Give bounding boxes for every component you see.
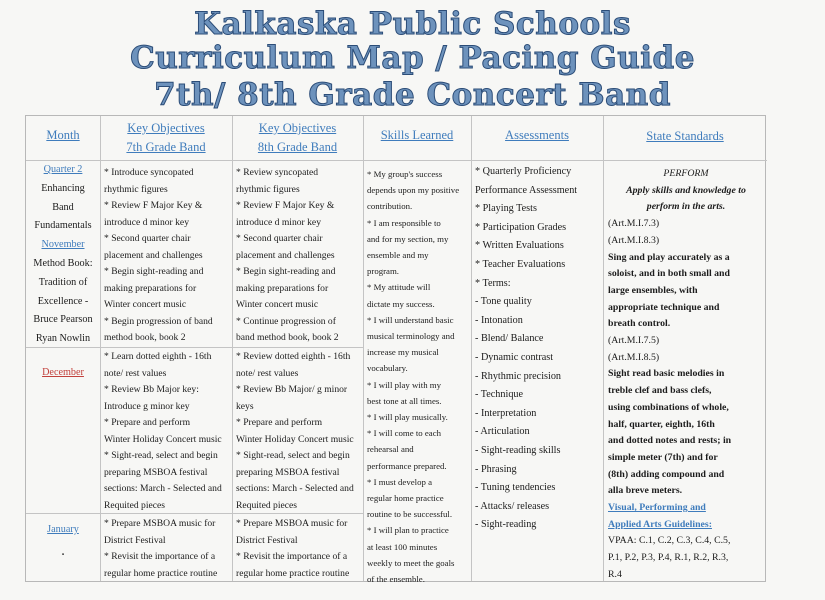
assessment-line: * Participation Grades (475, 221, 567, 233)
assessment-line: - Blend/ Balance (475, 333, 544, 345)
skill-line: * I must develop a (367, 476, 432, 487)
objective-line: * Prepare and perform (104, 417, 191, 428)
skill-line: dictate my success. (367, 298, 435, 309)
assessment-line: - Rhythmic precision (475, 370, 562, 382)
objective-line: Winter concert music (104, 299, 187, 310)
grade8-december-objectives (236, 349, 354, 514)
sight-read-text: and dotted notes and rests; in (608, 435, 732, 447)
quarter-label: Quarter 2 (43, 164, 83, 175)
assessment-line: * Written Evaluations (475, 240, 564, 252)
skill-line: ensemble and my (367, 250, 429, 261)
month-quarter-2 (26, 161, 100, 349)
header-key7-line2: 7th Grade Band (126, 140, 206, 154)
method-book-author: Bruce Pearson (33, 314, 93, 326)
objective-line: * Begin progression of band (104, 315, 213, 327)
skill-line: vocabulary. (367, 363, 408, 374)
vpaa-codes: VPAA: C.1, C.2, C.3, C.4, C.5, (608, 535, 731, 547)
sight-read-text: Sight read basic melodies in (608, 368, 725, 380)
sing-play-text: appropriate technique and (608, 301, 720, 313)
month-january (26, 521, 100, 563)
curriculum-table (25, 115, 766, 585)
assessment-line: - Articulation (475, 426, 530, 438)
skill-line: weekly to meet the goals (367, 557, 455, 568)
objective-line: introduce d minor key (236, 216, 321, 228)
assessment-line: * Playing Tests (475, 203, 537, 215)
assessment-line: * Terms: (475, 277, 511, 289)
header-state-standards: State Standards (646, 129, 724, 143)
objective-line: regular home practice routine (236, 567, 350, 579)
skill-line: regular home practice (367, 493, 444, 504)
grade7-november-objectives (104, 165, 213, 347)
objective-line: * Revisit the importance of a (236, 551, 348, 562)
vpaa-codes: R.4 (608, 568, 622, 580)
skill-line: rehearsal and (367, 444, 414, 455)
objective-line: note/ rest values (104, 367, 167, 379)
objective-line: District Festival (104, 534, 166, 546)
apply-skills-text: Apply skills and knowledge to (626, 184, 746, 196)
skill-line: * I will play with my (367, 379, 442, 390)
objective-line: introduce d minor key (104, 216, 189, 228)
objective-line: sections: March - Selected and (236, 483, 354, 494)
objective-line: * Second quarter chair (236, 233, 323, 244)
header-row-divider (26, 160, 767, 161)
vpaa-guidelines-heading: Applied Arts Guidelines: (608, 518, 712, 530)
objective-line: * Introduce syncopated (104, 167, 194, 178)
vpaa-guidelines-heading: Visual, Performing and (608, 502, 706, 514)
objective-line: Requited pieces (104, 499, 166, 511)
assessment-line: - Attacks/ releases (475, 500, 550, 512)
objective-line: regular home practice routine (104, 567, 218, 579)
skill-line: musical terminology and (367, 331, 455, 342)
skill-line: of the ensemble. (367, 574, 425, 585)
objective-line: * Sight-read, select and begin (236, 450, 350, 461)
assessment-line: Performance Assessment (475, 184, 578, 196)
objective-line: note/ rest values (236, 367, 299, 379)
objective-line: * Begin sight-reading and (104, 266, 204, 277)
assessment-line: * Quarterly Proficiency (475, 166, 572, 177)
objective-line: preparing MSBOA festival (236, 466, 340, 478)
sight-read-text: using combinations of whole, (608, 401, 729, 413)
january-dot: . (61, 546, 65, 558)
sing-play-text: Sing and play accurately as a (608, 251, 730, 263)
column-divider (603, 116, 604, 581)
objective-line: * Review Bb Major/ g minor (236, 384, 348, 395)
sight-read-text: (8th) adding compound and (608, 468, 725, 480)
objective-line: rhythmic figures (104, 183, 168, 195)
grade7-december-objectives (104, 349, 222, 514)
skill-line: routine to be successful. (367, 509, 453, 520)
assessment-line: - Tone quality (475, 296, 532, 308)
header-key8-line2: 8th Grade Band (257, 140, 338, 154)
skill-line: at least 100 minutes (367, 541, 438, 552)
objective-line: placement and challenges (236, 249, 335, 261)
skills-learned-list (367, 166, 459, 587)
skill-line: best tone at all times. (367, 395, 442, 406)
skill-line: * My group's success (367, 169, 443, 179)
skill-line: depends upon my positive (367, 185, 460, 196)
standard-code: (Art.M.I.7.5) (608, 335, 660, 347)
month-november: November (41, 239, 85, 251)
sight-read-text: simple meter (7th) and for (608, 451, 718, 463)
header-key7-line1: Key Objectives (127, 121, 205, 135)
december-label: December (42, 367, 84, 378)
january-label: January (47, 524, 79, 535)
grade7-january-objectives (104, 516, 217, 582)
objective-line: keys (236, 400, 254, 412)
objective-line: Winter Holiday Concert music (236, 433, 354, 445)
objective-line: * Review dotted eighth - 16th (236, 351, 351, 362)
skill-line: * I will plan to practice (367, 525, 449, 536)
standard-code: (Art.M.I.8.3) (608, 234, 660, 246)
objective-line: * Sight-read, select and begin (104, 450, 218, 461)
sing-play-text: soloist, and in both small and (608, 268, 730, 280)
objective-line: * Prepare MSBOA music for (104, 518, 216, 529)
objective-line: Winter Holiday Concert music (104, 433, 222, 445)
title-line-2: Curriculum Map / Pacing Guide (130, 40, 695, 76)
state-standards-content (608, 166, 764, 584)
skill-line: * My attitude will (367, 282, 431, 293)
title-line-3: 7th/ 8th Grade Concert Band (154, 77, 671, 113)
method-book-label: Method Book: (33, 257, 93, 269)
objective-line: * Revisit the importance of a (104, 551, 216, 562)
header-key-objectives-8 (232, 119, 363, 157)
objective-line: rhythmic figures (236, 183, 300, 195)
column-divider (471, 116, 472, 581)
method-book-author: Ryan Nowlin (35, 333, 91, 345)
skill-line: contribution. (367, 201, 413, 212)
unit-title: Enhancing (41, 182, 85, 194)
objective-line: preparing MSBOA festival (104, 466, 208, 478)
objective-line: band method book, book 2 (236, 332, 339, 343)
assessment-line: - Intonation (475, 314, 523, 326)
unit-title: Band (52, 201, 74, 213)
objective-line: Requited pieces (236, 499, 298, 511)
apply-skills-text: perform in the arts. (646, 201, 726, 213)
method-book-title: Tradition of (38, 276, 88, 288)
perform-heading: PERFORM (663, 168, 709, 179)
column-divider (100, 116, 101, 581)
objective-line: making preparations for (236, 282, 329, 294)
header-skills-learned: Skills Learned (380, 128, 454, 142)
header-assessments: Assessments (505, 128, 569, 142)
sing-play-text: breath control. (608, 318, 671, 330)
sing-play-text: large ensembles, with (608, 284, 698, 296)
objective-line: * Continue progression of (236, 315, 336, 327)
objective-line: * Learn dotted eighth - 16th (104, 351, 212, 362)
sight-read-text: half, quarter, eighth, 16th (608, 418, 715, 430)
objective-line: sections: March - Selected and (104, 483, 222, 494)
sight-read-text: alla breve meters. (608, 485, 683, 497)
objective-line: method book, book 2 (104, 332, 186, 343)
objective-line: * Review Bb Major key: (104, 384, 199, 395)
grade8-november-objectives (236, 165, 339, 347)
objective-line: * Review F Major Key & (236, 200, 335, 211)
assessments-list (475, 163, 577, 535)
objective-line: * Review syncopated (236, 167, 319, 178)
assessment-line: - Sight-reading skills (475, 444, 561, 456)
column-divider (232, 116, 233, 581)
assessment-line: - Sight-reading (475, 519, 537, 531)
skill-line: * I will understand basic (367, 314, 454, 325)
unit-title: Fundamentals (34, 220, 92, 232)
assessment-line: - Dynamic contrast (475, 351, 554, 363)
vpaa-codes: P.1, P.2, P.3, P.4, R.1, R.2, R.3, (608, 552, 729, 564)
objective-line: placement and challenges (104, 249, 203, 261)
objective-line: * Second quarter chair (104, 233, 191, 244)
title-line-1: Kalkaska Public Schools (194, 6, 631, 42)
objective-line: * Begin sight-reading and (236, 266, 336, 277)
objective-line: Introduce g minor key (104, 400, 190, 412)
month-december (26, 364, 100, 383)
objective-line: making preparations for (104, 282, 197, 294)
objective-line: * Prepare and perform (236, 417, 323, 428)
grade8-january-objectives (236, 516, 349, 582)
skill-line: performance prepared. (367, 460, 447, 471)
skill-line: * I am responsible to (367, 217, 441, 228)
header-month: Month (46, 128, 80, 142)
header-key-objectives-7 (100, 119, 232, 157)
method-book-title: Excellence - (37, 295, 89, 307)
sight-read-text: treble clef and bass clefs, (608, 385, 712, 397)
column-divider (363, 116, 364, 581)
standard-code: (Art.M.I.7.3) (608, 218, 660, 230)
assessment-line: - Phrasing (475, 463, 517, 475)
skill-line: program. (367, 266, 400, 277)
assessment-line: * Teacher Evaluations (475, 258, 566, 270)
assessment-line: - Tuning tendencies (475, 482, 556, 494)
objective-line: * Review F Major Key & (104, 200, 203, 211)
assessment-line: - Interpretation (475, 407, 537, 419)
objective-line: District Festival (236, 534, 298, 546)
skill-line: * I will play musically. (367, 412, 448, 423)
objective-line: * Prepare MSBOA music for (236, 518, 348, 529)
header-key8-line1: Key Objectives (258, 121, 337, 135)
skill-line: * I will come to each (367, 428, 442, 439)
objective-line: Winter concert music (236, 299, 319, 310)
assessment-line: - Technique (475, 389, 524, 401)
skill-line: and for my section, my (367, 233, 449, 244)
standard-code: (Art.M.I.8.5) (608, 351, 660, 363)
skill-line: increase my musical (367, 347, 439, 358)
